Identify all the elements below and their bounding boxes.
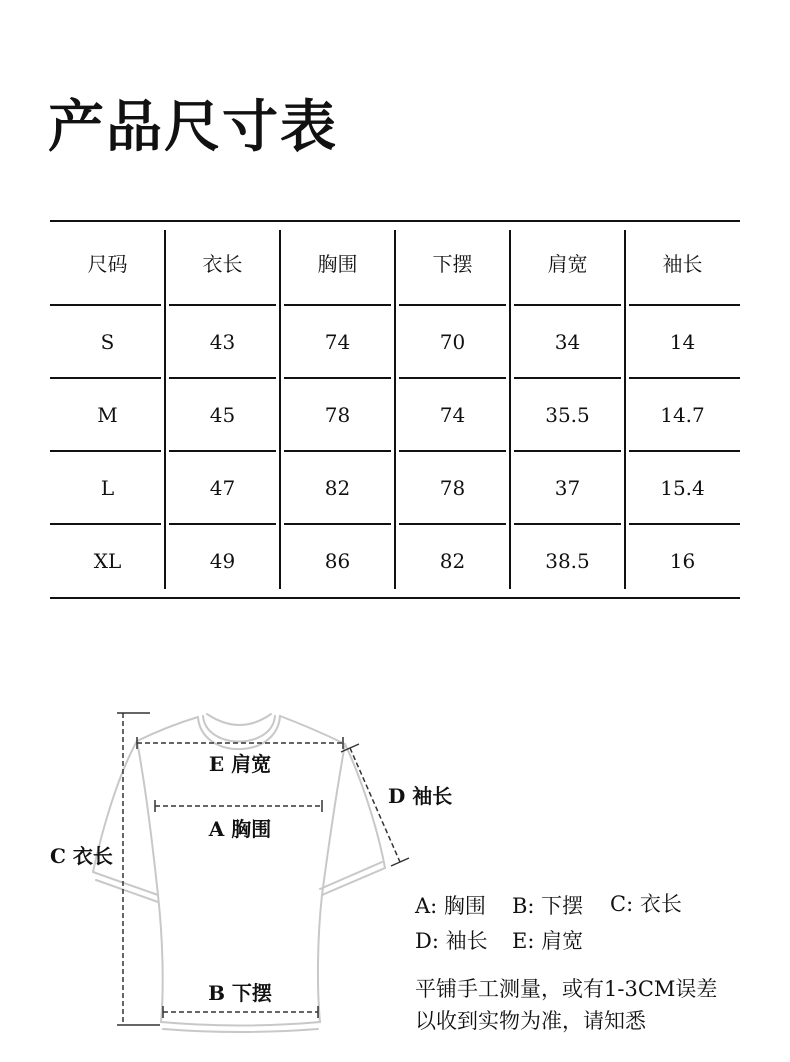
table-cell: 49 [209, 548, 236, 573]
table-cell: 38.5 [545, 548, 590, 573]
table-cell: 78 [395, 451, 510, 524]
legend-item-d: D: 袖长 [415, 929, 488, 953]
legend-item-e: E: 肩宽 [512, 929, 584, 953]
legend-item-c: C: 衣长 [610, 892, 682, 916]
table-cell: 47 [165, 451, 280, 524]
left-body-side [158, 895, 163, 1022]
legend-item-b: B: 下摆 [512, 894, 584, 918]
table-cell: L [50, 451, 165, 524]
measure-tick [137, 737, 343, 749]
hem-inner-line [163, 1029, 318, 1032]
table-cell: 37 [510, 451, 625, 524]
table-cell: 16 [669, 548, 696, 573]
measurement-note: 以收到实物为准，请知悉 [415, 1009, 646, 1033]
page-title: 产品尺寸表 [48, 94, 338, 160]
table-cell: 74 [280, 305, 395, 378]
left-cuff-line [93, 872, 158, 895]
diagram-label-shoulder: E 肩宽 [208, 752, 272, 776]
table-cell: 14.7 [625, 378, 740, 451]
right-shoulder-line [280, 716, 345, 744]
right-cuff-inner-line [320, 862, 382, 889]
table-cell: 43 [165, 305, 280, 378]
table-cell: M [50, 378, 165, 451]
column-header-sleeve: 袖长 [625, 222, 740, 305]
column-header-chest: 胸围 [280, 222, 395, 305]
column-header-shoulder: 肩宽 [510, 222, 625, 305]
table-cell: 70 [395, 305, 510, 378]
table-cell: 14 [625, 305, 740, 378]
diagram-label-hem: B 下摆 [208, 981, 272, 1005]
diagram-label-sleeve: D 袖长 [388, 784, 453, 808]
diagram-label-length: C 衣长 [50, 844, 113, 868]
diagram-label-chest: A 胸围 [208, 817, 272, 841]
column-header-length: 衣长 [165, 222, 280, 305]
table-cell: 78 [280, 378, 395, 451]
hem-line [161, 1022, 320, 1026]
right-armhole-seam [322, 744, 345, 895]
left-shoulder-line [137, 717, 198, 741]
left-armhole-seam [137, 741, 158, 895]
table-cell: 45 [165, 378, 280, 451]
right-sleeve-outer-line [345, 744, 385, 868]
table-cell: 82 [280, 451, 395, 524]
measurement-note: 平铺手工测量，或有1-3CM误差 [415, 977, 718, 1001]
table-cell: 86 [324, 548, 351, 573]
column-header-hem: 下摆 [395, 222, 510, 305]
table-cell: 15.4 [625, 451, 740, 524]
table-cell: S [50, 305, 165, 378]
table-cell: XL [93, 548, 122, 573]
table-cell: 34 [510, 305, 625, 378]
table-cell: 74 [395, 378, 510, 451]
column-header-size: 尺码 [50, 222, 165, 305]
collar-seam-line [203, 716, 275, 742]
collar-inner-line [207, 714, 271, 725]
table-cell: 35.5 [510, 378, 625, 451]
right-cuff-line [322, 868, 385, 895]
table-cell: 82 [439, 548, 466, 573]
legend-item-a: A: 胸围 [415, 894, 486, 918]
right-body-side [318, 895, 322, 1022]
